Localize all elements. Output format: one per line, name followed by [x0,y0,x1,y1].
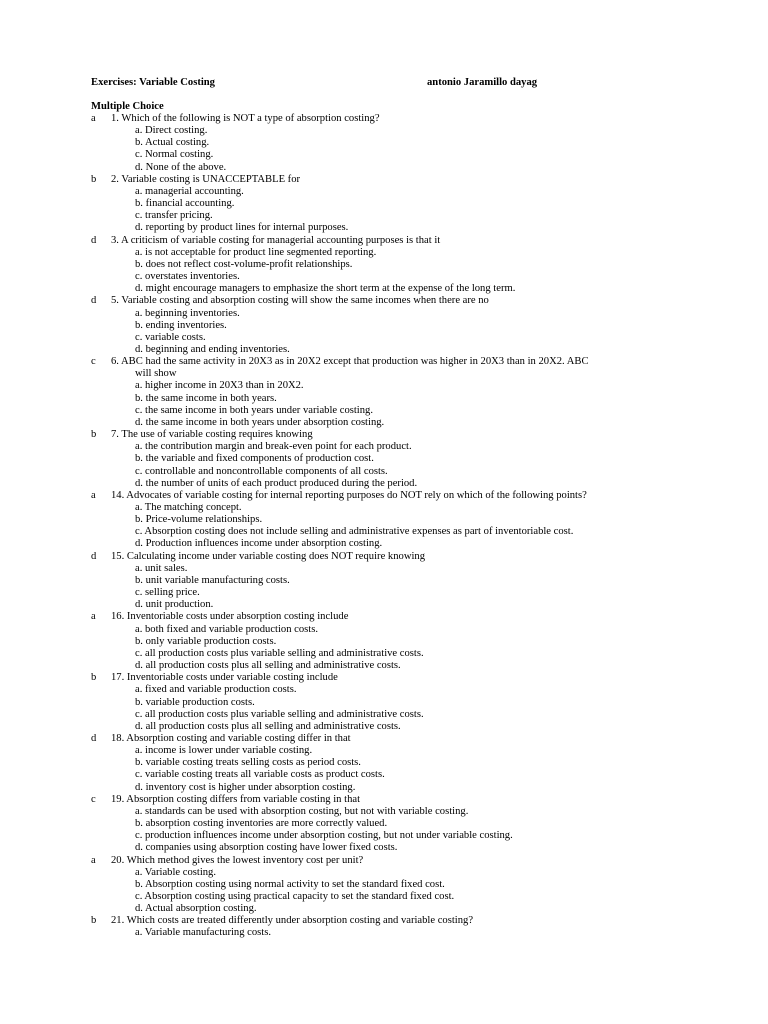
question-item [91,855,691,916]
question-item [91,915,691,939]
answer-option: a. income is lower under variable costing. [135,745,313,757]
question-item [91,672,691,733]
answer-option: d. the same income in both years under absorption costing. [135,416,385,428]
question-text: 14. Advocates of variable costing for internal reporting purposes do NOT rely on which of the following points? [111,489,587,501]
answer-option: d. inventory cost is higher under absorption costing. [135,781,356,793]
answer-option: d. Actual absorption costing. [135,903,257,915]
question-stem [91,174,691,186]
question-stem [91,490,691,502]
answer-option: b. Actual costing. [135,137,210,149]
document-title: Exercises: Variable Costing [91,77,215,88]
answer-key: d [91,732,97,744]
answer-option: b. the variable and fixed components of production cost. [135,453,374,465]
answer-option: c. overstates inventories. [135,271,240,283]
question-text: 2. Variable costing is UNACCEPTABLE for [111,173,301,185]
question-text: 21. Which costs are treated differently under absorption costing and variable costing? [111,915,474,927]
answer-option: c. controllable and noncontrollable components of all costs. [135,465,388,477]
answer-option: b. absorption costing inventories are more correctly valued. [135,818,388,830]
answer-key: b [91,915,97,927]
answer-option: a. the contribution margin and break-even point for each product. [135,441,412,453]
answer-key: d [91,234,97,246]
question-text: 5. Variable costing and absorption costing will show the same incomes when there are no [111,295,489,307]
question-text: 3. A criticism of variable costing for managerial accounting purposes is that it [111,234,441,246]
question-text: 18. Absorption costing and variable costing differ in that [111,732,351,744]
answer-option: a. managerial accounting. [135,185,244,197]
answer-option: c. all production costs plus variable selling and administrative costs. [135,708,424,720]
answer-key: b [91,173,97,185]
answer-option: a. standards can be used with absorption costing, but not with variable costing. [135,805,469,817]
question-text: 19. Absorption costing differs from variable costing in that [111,793,361,805]
answer-option: a. Variable costing. [135,866,216,878]
question-item [91,235,691,296]
question-text: 15. Calculating income under variable costing does NOT require knowing [111,550,426,562]
answer-key: a [91,854,96,866]
answer-option: d. Production influences income under absorption costing. [135,538,383,550]
answer-option: b. Price-volume relationships. [135,514,263,526]
question-item [91,429,691,490]
answer-key: d [91,295,97,307]
answer-option: c. variable costing treats all variable costs as product costs. [135,769,385,781]
answer-option: d. unit production. [135,599,214,611]
answer-option: a. is not acceptable for product line segmented reporting. [135,246,377,258]
answer-option: c. the same income in both years under variable costing. [135,404,373,416]
question-item [91,490,691,551]
answer-option: d. beginning and ending inventories. [135,343,290,355]
question-stem [91,429,691,441]
question-item [91,174,691,235]
question-item [91,551,691,612]
answer-option: a. fixed and variable production costs. [135,684,297,696]
answer-option: d. all production costs plus all selling and administrative costs. [135,720,401,732]
answer-option: b. unit variable manufacturing costs. [135,574,290,586]
question-item [91,113,691,174]
question-item [91,733,691,794]
question-item [91,794,691,855]
question-text-continuation: will show [135,368,177,380]
question-stem [91,855,691,867]
question-text: 16. Inventoriable costs under absorption costing include [111,611,349,623]
section-title: Multiple Choice [91,101,164,112]
question-text: 1. Which of the following is NOT a type of absorption costing? [111,113,380,124]
question-stem [91,733,691,745]
answer-option: d. None of the above. [135,161,227,173]
question-text: 20. Which method gives the lowest inventory cost per unit? [111,854,364,866]
answer-option: c. variable costs. [135,331,206,343]
answer-key: d [91,550,97,562]
answer-option: a. both fixed and variable production costs. [135,623,318,635]
answer-option: c. Absorption costing using practical capacity to set the standard fixed cost. [135,891,455,902]
answer-option: a. The matching concept. [135,502,242,513]
answer-key: c [91,356,96,368]
answer-option: c. production influences income under absorption costing, but not under variable costing. [135,830,513,842]
question-stem [91,794,691,806]
question-stem [91,915,691,927]
answer-option: b. variable production costs. [135,696,255,708]
answer-option: d. reporting by product lines for internal purposes. [135,222,349,234]
answer-option: d. the number of units of each product produced during the period. [135,477,418,489]
answer-option: b. only variable production costs. [135,635,277,647]
question-item [91,611,691,672]
answer-option: d. companies using absorption costing have lower fixed costs. [135,842,398,854]
answer-option: d. might encourage managers to emphasize the short term at the expense of the long term. [135,283,516,295]
question-stem [91,295,691,307]
answer-option: a. unit sales. [135,562,188,574]
answer-option: b. does not reflect cost-volume-profit relationships. [135,258,353,270]
answer-option: b. Absorption costing using normal activity to set the standard fixed cost. [135,878,445,890]
author-name: antonio Jaramillo dayag [427,77,538,88]
question-stem [91,235,691,247]
question-list [91,113,691,940]
answer-option: d. all production costs plus all selling and administrative costs. [135,660,401,672]
answer-key: b [91,429,97,441]
answer-option: b. variable costing treats selling costs as period costs. [135,757,361,769]
question-stem [91,356,691,368]
answer-key: b [91,672,97,684]
question-stem [91,113,691,125]
answer-key: a [91,113,96,124]
answer-option: c. Normal costing. [135,149,214,161]
answer-option: a. higher income in 20X3 than in 20X2. [135,380,304,392]
question-item [91,295,691,356]
answer-option: a. beginning inventories. [135,307,240,319]
answer-option: c. all production costs plus variable selling and administrative costs. [135,647,424,659]
question-stem [91,611,691,623]
question-stem [91,551,691,563]
answer-key: c [91,793,96,805]
answer-option: c. Absorption costing does not include selling and administrative expenses as part of inventoriable cost. [135,526,574,538]
answer-key: a [91,489,96,501]
answer-option: c. transfer pricing. [135,210,213,222]
answer-key: a [91,611,96,623]
question-text: 17. Inventoriable costs under variable costing include [111,672,338,684]
question-text: 6. ABC had the same activity in 20X3 as in 20X2 except that production was higher in 20X3 than in 20X2. ABC [111,356,589,368]
answer-option: c. selling price. [135,587,200,599]
question-item [91,356,691,429]
answer-option: a. Direct costing. [135,125,208,137]
answer-option: b. ending inventories. [135,319,227,331]
question-stem [91,672,691,684]
answer-option: a. Variable manufacturing costs. [135,927,272,939]
answer-option: b. financial accounting. [135,198,235,210]
question-text: 7. The use of variable costing requires knowing [111,429,313,441]
document-header [91,77,688,89]
answer-option: b. the same income in both years. [135,392,277,404]
